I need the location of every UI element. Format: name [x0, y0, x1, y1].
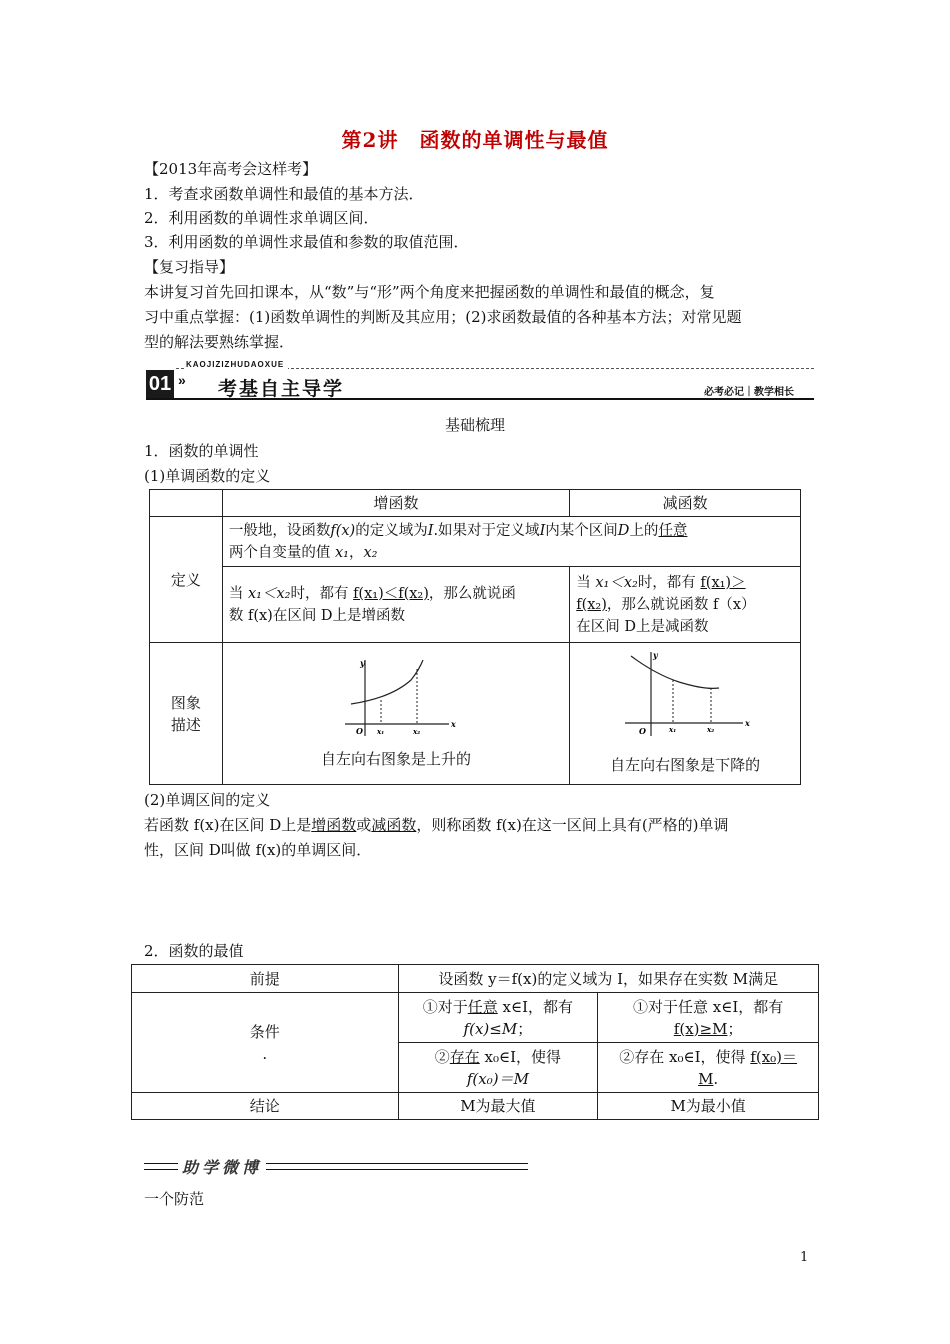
banner-arrow: »: [178, 372, 186, 388]
review-line-3: 型的解法要熟练掌握．: [144, 333, 295, 351]
graph-origin: O: [639, 726, 647, 736]
graph-x1-label: x₁: [377, 727, 385, 736]
max-condition-1: ①对于任意 x∈I，都有 f(x)≤M；: [398, 993, 598, 1043]
decreasing-caption: 自左向右图象是下降的: [610, 756, 761, 774]
graph-x2-label: x₂: [707, 725, 715, 734]
page-title: 第2讲 函数的单调性与最值: [341, 128, 609, 152]
graph-x-label: x: [745, 718, 750, 728]
section-2-heading: 2．函数的最值: [144, 942, 244, 960]
graph-x-label: x: [451, 719, 456, 729]
premise-text: 设函数 y＝f(x)的定义域为 I，如果存在实数 M满足: [398, 965, 818, 993]
banner-bottom-line: [146, 398, 814, 400]
definition-common: 一般地，设函数f(x)的定义域为I.如果对于定义域I内某个区间D上的任意 两个自变量的值 x₁，x₂: [222, 517, 800, 567]
help-text: 一个防范: [144, 1190, 205, 1208]
graph-decreasing-cell: [570, 643, 801, 785]
banner-pinyin: KAOJIZIZHUDAOXUE: [186, 360, 288, 369]
exam-point-1: 1．考查求函数单调性和最值的基本方法．: [144, 185, 424, 203]
exam-point-3: 3．利用函数的单调性求最值和参数的取值范围．: [144, 233, 469, 251]
exam-heading: 【2013年高考会这样考】: [144, 160, 318, 178]
help-title: 助学微博: [178, 1155, 266, 1178]
graph-increasing-cell: [222, 643, 569, 785]
header-decreasing: 减函数: [570, 490, 801, 517]
graph-x2-label: x₂: [413, 727, 421, 736]
definition-decreasing: 当 x₁＜x₂时，都有 f(x₁)＞ f(x₂)，那么就说函数 f（x） 在区间 D上是减函数: [570, 567, 801, 643]
review-line-1: 本讲复习首先回扣课本，从“数”与“形”两个角度来把握函数的单调性和最值的概念，复: [144, 283, 715, 301]
graph-x1-label: x₁: [669, 725, 677, 734]
min-condition-2: ②存在 x₀∈I，使得 f(x₀)＝ M.: [598, 1043, 819, 1093]
graph-y-label: y: [360, 658, 365, 668]
definition-increasing: 当 x₁＜x₂时，都有 f(x₁)＜f(x₂)，那么就说函 数 f(x)在区间 D上是增函数: [222, 567, 569, 643]
banner-number: 01: [146, 370, 174, 398]
row-graph: 图象 描述: [150, 643, 223, 785]
graph-y-label: y: [653, 650, 658, 660]
min-condition-1: ①对于任意 x∈I，都有 f(x)≥M；: [598, 993, 819, 1043]
banner-right: 必考必记｜教学相长: [704, 387, 794, 398]
decreasing-curve: [631, 656, 719, 688]
banner-title: 考基自主导学: [218, 379, 345, 400]
review-line-2: 习中重点掌握：(1)函数单调性的判断及其应用；(2)求函数最值的各种基本方法；对常见题: [144, 308, 742, 326]
section-title: 基础梳理: [444, 416, 505, 434]
page-number: 1: [800, 1250, 809, 1265]
max-conclusion: M为最大值: [398, 1093, 598, 1120]
premise-label: 前提: [132, 965, 399, 993]
increasing-caption: 自左向右图象是上升的: [321, 750, 472, 768]
interval-def-line1: 若函数 f(x)在区间 D上是增函数或减函数，则称函数 f(x)在这一区间上具有(严格的)单调: [144, 816, 729, 834]
decreasing-graph: [615, 648, 755, 744]
row-definition: 定义: [150, 517, 223, 643]
section-1-heading: 1．函数的单调性: [144, 442, 259, 460]
graph-origin: O: [356, 726, 363, 736]
review-heading: 【复习指导】: [144, 258, 235, 276]
header-increasing: 增函数: [222, 490, 569, 517]
table1-corner: [150, 490, 223, 517]
min-conclusion: M为最小值: [598, 1093, 819, 1120]
conclusion-label: 结论: [132, 1093, 399, 1120]
section-1-sub2: (2)单调区间的定义: [144, 791, 271, 809]
extrema-table: [131, 964, 819, 1120]
monotonic-table: [149, 489, 801, 785]
interval-def-line2: 性，区间 D叫做 f(x)的单调区间．: [144, 841, 372, 859]
max-condition-2: ②存在 x₀∈I，使得 f(x₀)＝M: [398, 1043, 598, 1093]
section-1-sub1: (1)单调函数的定义: [144, 467, 271, 485]
increasing-graph: [331, 654, 461, 742]
exam-point-2: 2．利用函数的单调性求单调区间．: [144, 209, 379, 227]
condition-label: 条件 .: [132, 993, 399, 1093]
